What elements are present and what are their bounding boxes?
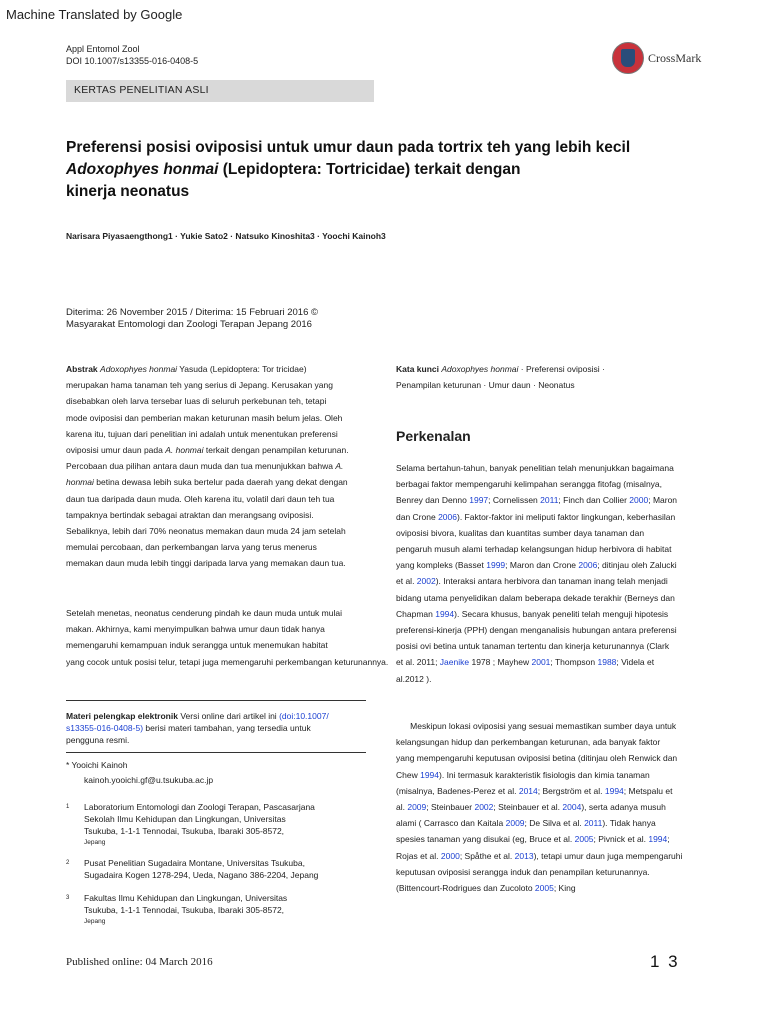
intro-text: ). Tidak hanya [602, 818, 656, 829]
intro-text: ; Finch dan Collier [558, 495, 630, 506]
citation-link[interactable]: 1994 [435, 608, 455, 619]
intro-text: pengaruh musuh alami terhadap kelangsungan hidup herbivora di habitat [396, 544, 672, 555]
intro-line [396, 460, 708, 476]
keywords-text: · Preferensi oviposisi · [518, 364, 605, 374]
intro-text: al.2012 ). [396, 673, 432, 684]
intro-text: Rojas et al. [396, 850, 441, 861]
intro-line [396, 541, 708, 557]
intro-text: ), tetapi umur daun juga mempengaruhi [533, 850, 683, 861]
corresponding-author: * Yooichi Kainoh [66, 760, 128, 770]
affiliation-number: 1 [66, 804, 70, 810]
title-species: Adoxophyes honmai [66, 161, 219, 178]
title-line-2 [66, 159, 706, 181]
intro-text: Selama bertahun-tahun, banyak penelitian telah menunjukkan bagaimana [396, 463, 674, 473]
intro-text: (Bittencourt-Rodrigues dan Zucoloto [396, 883, 535, 894]
citation-link[interactable]: 1994 [648, 834, 668, 845]
journal-name: Appl Entomol Zool [66, 44, 140, 54]
keywords-line [396, 361, 708, 377]
abstract-line: daun tua daripada daun muda. Oleh karena itu, volatil dari daun teh tua [66, 493, 335, 504]
electronic-supplementary-material [66, 710, 366, 746]
intro-text: ; Bergström et al. [537, 785, 605, 796]
intro-text: ; ditinjau oleh Zalucki [597, 560, 677, 571]
intro-text: et al. [396, 576, 417, 587]
intro-line [396, 880, 708, 896]
intro-line [396, 492, 708, 508]
intro-line [396, 509, 708, 525]
abstract [66, 361, 376, 572]
affiliation-line: Sekolah Ilmu Kehidupan dan Lingkungan, Universitas [84, 814, 286, 824]
intro-text: ). Faktor-faktor ini meliputi faktor lingkungan, keberhasilan [456, 511, 676, 522]
intro-text: Chew [396, 769, 421, 780]
intro-text: oviposisi bivora, kualitas dan kuantitas sumber daya tanaman dan [396, 527, 645, 538]
intro-line [396, 476, 708, 492]
abstract-line: karena itu, tujuan dari penelitian ini adalah untuk menentukan preferensi [66, 428, 338, 439]
intro-text: ; Metspalu et [623, 785, 673, 796]
intro-text: ; Cornelissen [488, 495, 541, 506]
abstract-line [66, 458, 376, 474]
citation-link[interactable]: 2006 [438, 511, 457, 522]
intro-line [396, 654, 708, 670]
intro-text: ; Spåthe et al. [459, 850, 515, 861]
divider [66, 752, 366, 753]
intro-text: al. [396, 802, 408, 813]
introduction-paragraph-2 [396, 718, 708, 896]
intro-text: ). Interaksi antara herbivora dan tanaman inang telah menjadi [435, 576, 668, 587]
abstract-species: A. [335, 461, 344, 472]
intro-line [396, 573, 708, 589]
intro-text: ; Thompson [550, 657, 598, 668]
keywords [396, 361, 708, 393]
intro-line [396, 622, 708, 638]
citation-link[interactable]: 2011 [584, 818, 603, 829]
citation-link[interactable]: 1988 [597, 657, 617, 668]
abstract-line: Setelah menetas, neonatus cenderung pindah ke daun muda untuk mulai [66, 608, 342, 618]
abstract-line: yang cocok untuk posisi telur, tetapi juga memengaruhi perkembangan keturunannya. [66, 656, 389, 667]
citation-link[interactable]: 1994 [420, 769, 440, 780]
affiliation-line: Fakultas Ilmu Kehidupan dan Lingkungan, Universitas [84, 893, 288, 903]
abstract-text: terkait dengan penampilan keturunan. [203, 445, 349, 456]
affiliation-line: Sugadaira Kogen 1278-294, Ueda, Nagano 386-2204, Jepang [84, 870, 319, 880]
abstract-line [66, 474, 376, 490]
intro-text: ; De Silva et al. [524, 818, 585, 829]
intro-text: alami ( Carrasco dan Kaitala [396, 818, 506, 829]
keywords-line: Penampilan keturunan · Umur daun · Neonatus [396, 380, 575, 391]
intro-text: Chapman [396, 608, 436, 619]
intro-text: posisi ovi betina untuk tanaman tertentu dan kinerja keturunannya (Clark [396, 641, 670, 652]
received-accepted-dates [66, 307, 366, 331]
intro-text: ; Videla et [616, 657, 655, 668]
abstract-species: honmai [66, 477, 94, 488]
dates-line-2: Masyarakat Entomologi dan Zoologi Terapan Jepang 2016 [66, 319, 312, 330]
intro-text: ; Steinbauer et al. [493, 802, 563, 813]
esm-text: pengguna resmi. [66, 735, 130, 745]
abstract-text: betina dewasa lebih suka bertelur pada daerah yang dekat dengan [93, 477, 348, 488]
abstract-line: memulai percobaan, dan perkembangan larva yang terus menerus [66, 542, 317, 553]
citation-link[interactable]: 1999 [486, 560, 506, 571]
keyword-species: Adoxophyes honmai [441, 364, 519, 374]
crossmark-label: CrossMark [648, 51, 702, 65]
machine-translation-banner: Machine Translated by Google [6, 7, 183, 22]
abstract-text: Yasuda (Lepidoptera: Tor tricidae) [177, 364, 307, 374]
published-date: Published online: 04 March 2016 [66, 956, 213, 968]
abstract-paragraph-2 [66, 605, 389, 670]
title-line-1: Preferensi posisi oviposisi untuk umur daun pada tortrix teh yang lebih kecil [66, 139, 631, 156]
introduction-paragraph-1 [396, 460, 708, 687]
dates-line-1: Diterima: 26 November 2015 / Diterima: 15 Februari 2016 © [66, 307, 319, 318]
intro-text: ). Ini termasuk karakteristik fisiologis dan kimia tanaman [439, 769, 650, 780]
intro-line [396, 848, 708, 864]
affiliation-1 [66, 801, 386, 849]
intro-text: berbagai faktor mempengaruhi kelimpahan serangga fitofag (misalnya, [396, 479, 663, 490]
affiliation-line: Tsukuba, 1-1-1 Tennodai, Tsukuba, Ibaraki 305-8572, [84, 826, 285, 836]
crossmark-badge[interactable] [612, 42, 708, 74]
intro-line [396, 718, 708, 734]
article-type-bar [66, 80, 374, 102]
intro-line [396, 590, 708, 606]
intro-line [396, 815, 708, 831]
affiliation-number: 2 [66, 860, 70, 866]
affiliation-line: Laboratorium Entomologi dan Zoologi Terapan, Pascasarjana [84, 802, 315, 812]
crossmark-icon [612, 42, 644, 74]
intro-text: Meskipun lokasi oviposisi yang sesuai memastikan sumber daya untuk [396, 721, 677, 731]
citation-link[interactable]: 1994 [604, 785, 624, 796]
abstract-line [66, 442, 376, 458]
abstract-line: memengaruhi kemampuan induk serangga untuk menemukan habitat [66, 640, 328, 651]
intro-text: kelangsungan hidup dan perkembangan keturunan, ada banyak faktor [396, 737, 661, 748]
citation-link[interactable]: 2004 [562, 802, 582, 813]
intro-line [396, 525, 708, 541]
citation-link[interactable]: 2011 [540, 495, 559, 506]
intro-text: ; King [553, 883, 576, 894]
esm-doi-link[interactable]: (doi:10.1007/ [279, 711, 329, 721]
intro-line [396, 783, 708, 799]
intro-text: ; [667, 834, 670, 845]
intro-line [396, 864, 708, 880]
title-line-3: kinerja neonatus [66, 183, 190, 200]
intro-line [396, 767, 708, 783]
citation-link[interactable]: 2014 [518, 785, 538, 796]
intro-line [396, 799, 708, 815]
corresponding-email[interactable]: kainoh.yooichi.gf@u.tsukuba.ac.jp [84, 775, 214, 785]
abstract-text: oviposisi umur daun pada [66, 445, 166, 456]
citation-link[interactable]: 2009 [407, 802, 427, 813]
intro-line [396, 557, 708, 573]
intro-text: ), serta adanya musuh [581, 802, 666, 813]
springer-page-mark: 1 3 [650, 952, 680, 971]
doi[interactable]: DOI 10.1007/s13355-016-0408-5 [66, 56, 199, 66]
abstract-line [66, 361, 376, 377]
intro-text: bidang utama penyelidikan dalam beberapa dekade terakhir (Berneys dan [396, 592, 675, 603]
abstract-text: Percobaan dua pilihan antara daun muda dan tua menunjukkan bahwa [66, 461, 336, 472]
affiliation-2 [66, 857, 386, 885]
abstract-species: Adoxophyes honmai [100, 364, 178, 374]
intro-text: Benrey dan Denno [396, 495, 470, 506]
section-heading-introduction: Perkenalan [396, 428, 471, 444]
intro-text: ). Secara khusus, banyak peneliti telah menguji hipotesis [454, 608, 669, 619]
intro-text: preferensi-kinerja (PPH) dengan menganalisis hubungan antara preferensi [396, 625, 677, 636]
abstract-line: makan. Akhirnya, kami menyimpulkan bahwa umur daun tidak hanya [66, 624, 325, 635]
intro-line [396, 734, 708, 750]
abstract-line: memakan daun muda lebih tinggi daripada larva yang memakan daun tua. [66, 558, 346, 569]
abstract-line: merupakan hama tanaman teh yang serius di Jepang. Kerusakan yang [66, 380, 333, 391]
citation-link[interactable]: 2005 [534, 883, 554, 894]
citation-link[interactable]: 2000 [629, 495, 649, 506]
intro-text: yang mempengaruhi keputusan oviposisi betina (ditinjau oleh Renwick dan [396, 753, 678, 764]
affiliation-line: Pusat Penelitian Sugadaira Montane, Universitas Tsukuba, [84, 858, 305, 868]
divider [66, 700, 366, 701]
esm-text: Versi online dari artikel ini [177, 711, 280, 721]
citation-link[interactable]: 2002 [416, 576, 436, 587]
abstract-label: Abstrak [66, 364, 98, 374]
article-title [66, 137, 706, 203]
citation-link[interactable]: 2002 [474, 802, 494, 813]
intro-text: ; Pivnick et al. [593, 834, 649, 845]
citation-link[interactable]: 2001 [531, 657, 551, 668]
intro-text: ; Maron [648, 495, 678, 506]
citation-link[interactable]: 2005 [574, 834, 594, 845]
esm-label: Materi pelengkap elektronik [66, 711, 178, 721]
intro-text: (misalnya, Badenes-Perez et al. [396, 785, 519, 796]
abstract-line: disebabkan oleh larva tersebar luas di seluruh perkebunan teh, tetapi [66, 396, 327, 407]
intro-text: 1978 ; Mayhew [469, 657, 532, 668]
affiliation-line: Jepang [84, 839, 106, 846]
intro-line [396, 831, 708, 847]
intro-line [396, 750, 708, 766]
keywords-label: Kata kunci [396, 364, 439, 374]
intro-text: spesies tanaman yang disukai (eg, Bruce et al. [396, 834, 575, 845]
affiliation-line: Jepang [84, 918, 106, 925]
author-list: Narisara Piyasaengthong1 · Yukie Sato2 · Natsuko Kinoshita3 · Yoochi Kainoh3 [66, 231, 386, 241]
intro-text: dan Crone [396, 511, 439, 522]
title-line-2-rest: (Lepidoptera: Tortricidae) terkait dengan [218, 161, 521, 178]
citation-link[interactable]: 2000 [440, 850, 460, 861]
citation-link[interactable]: 2006 [578, 560, 598, 571]
article-type: KERTAS PENELITIAN ASLI [74, 84, 209, 96]
intro-text: et al. 2011; [396, 657, 440, 668]
affiliation-number: 3 [66, 895, 70, 901]
intro-text: keputusan oviposisi serangga induk dan penampilan keturunannya. [396, 866, 650, 877]
intro-line [396, 638, 708, 654]
abstract-line: mode oviposisi dan pemberian makan keturunan masih belum jelas. Oleh [66, 412, 343, 423]
intro-line [396, 606, 708, 622]
citation-link[interactable]: Jaenike [439, 657, 470, 668]
abstract-line: Sebaliknya, lebih dari 70% neonatus memakan daun muda 24 jam setelah [66, 526, 346, 537]
affiliation-3 [66, 892, 386, 932]
intro-text: yang kompleks (Basset [396, 560, 487, 571]
citation-link[interactable]: 2013 [514, 850, 534, 861]
intro-line [396, 671, 708, 687]
affiliation-line: Tsukuba, 1-1-1 Tennodai, Tsukuba, Ibaraki 305-8572, [84, 905, 285, 915]
esm-doi-link[interactable]: s13355-016-0408-5) [66, 723, 144, 733]
citation-link[interactable]: 1997 [469, 495, 489, 506]
abstract-line: tampaknya bertindak sebagai atraktan dan merangsang oviposisi. [66, 509, 314, 520]
abstract-species: A. honmai [165, 445, 204, 456]
intro-text: ; Steinbauer [426, 802, 475, 813]
esm-text: berisi materi tambahan, yang tersedia untuk [143, 723, 311, 733]
citation-link[interactable]: 2009 [505, 818, 525, 829]
intro-text: ; Maron dan Crone [505, 560, 579, 571]
